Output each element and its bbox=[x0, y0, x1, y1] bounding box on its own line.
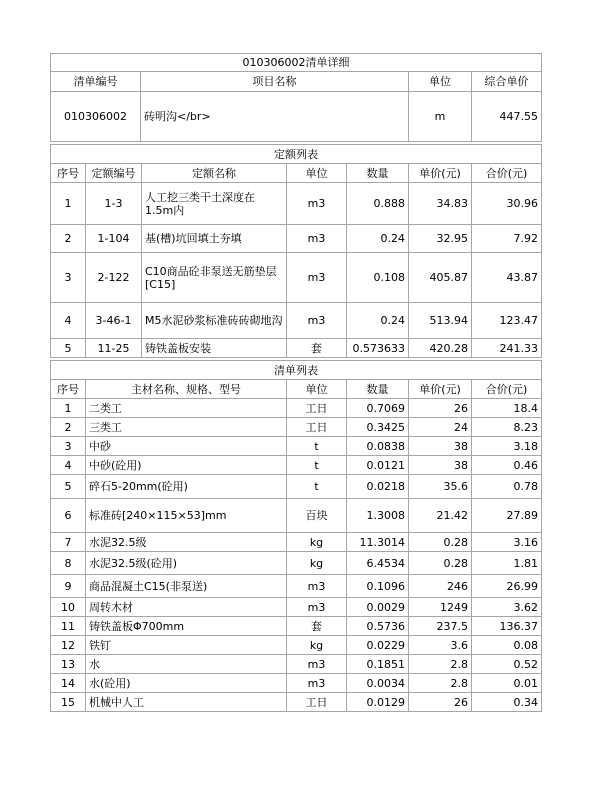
materials-cell-seq: 2 bbox=[51, 418, 86, 437]
table-row bbox=[51, 598, 542, 617]
quota-cell-code: 1-104 bbox=[86, 225, 142, 253]
materials-cell-total: 1.81 bbox=[472, 552, 542, 575]
materials-cell-total: 8.23 bbox=[472, 418, 542, 437]
quota-cell-total: 43.87 bbox=[472, 253, 542, 303]
materials-cell-seq: 10 bbox=[51, 598, 86, 617]
materials-cell-unit-price: 237.5 bbox=[409, 617, 472, 636]
quota-cell-qty: 0.24 bbox=[347, 225, 409, 253]
quota-cell-seq: 5 bbox=[51, 339, 86, 358]
materials-header-qty: 数量 bbox=[347, 380, 409, 399]
item-name: 砖明沟</br> bbox=[141, 92, 409, 142]
materials-cell-qty: 11.3014 bbox=[347, 533, 409, 552]
quota-cell-seq: 3 bbox=[51, 253, 86, 303]
materials-cell-total: 0.46 bbox=[472, 456, 542, 475]
materials-cell-total: 0.08 bbox=[472, 636, 542, 655]
materials-cell-unit-price: 2.8 bbox=[409, 655, 472, 674]
materials-cell-name: 铁钉 bbox=[86, 636, 287, 655]
materials-cell-seq: 6 bbox=[51, 499, 86, 533]
materials-cell-unit: kg bbox=[287, 533, 347, 552]
quota-cell-name: 铸铁盖板安装 bbox=[142, 339, 287, 358]
materials-cell-name: 机械中人工 bbox=[86, 693, 287, 712]
materials-cell-total: 3.16 bbox=[472, 533, 542, 552]
materials-cell-total: 0.34 bbox=[472, 693, 542, 712]
materials-cell-name: 二类工 bbox=[86, 399, 287, 418]
materials-cell-qty: 0.0029 bbox=[347, 598, 409, 617]
materials-cell-qty: 0.1096 bbox=[347, 575, 409, 598]
materials-header-seq: 序号 bbox=[51, 380, 86, 399]
table-row bbox=[51, 533, 542, 552]
table-row bbox=[51, 339, 542, 358]
materials-cell-unit-price: 38 bbox=[409, 456, 472, 475]
quota-header-unit-price: 单价(元) bbox=[409, 164, 472, 183]
quota-cell-unit-price: 420.28 bbox=[409, 339, 472, 358]
header-unit: 单位 bbox=[409, 72, 472, 92]
materials-cell-unit: t bbox=[287, 475, 347, 499]
materials-cell-qty: 0.7069 bbox=[347, 399, 409, 418]
materials-cell-name: 铸铁盖板Φ700mm bbox=[86, 617, 287, 636]
materials-cell-unit-price: 26 bbox=[409, 399, 472, 418]
materials-cell-qty: 0.0034 bbox=[347, 674, 409, 693]
materials-cell-unit: kg bbox=[287, 552, 347, 575]
item-code: 010306002 bbox=[51, 92, 141, 142]
materials-section-title: 清单列表 bbox=[51, 361, 542, 380]
quota-cell-total: 30.96 bbox=[472, 183, 542, 225]
header-price: 综合单价 bbox=[472, 72, 542, 92]
materials-cell-unit-price: 35.6 bbox=[409, 475, 472, 499]
materials-cell-unit: t bbox=[287, 456, 347, 475]
table-row bbox=[51, 693, 542, 712]
materials-cell-qty: 0.0129 bbox=[347, 693, 409, 712]
materials-header-unit: 单位 bbox=[287, 380, 347, 399]
materials-cell-unit: m3 bbox=[287, 655, 347, 674]
table-row bbox=[51, 499, 542, 533]
materials-cell-qty: 0.5736 bbox=[347, 617, 409, 636]
materials-cell-total: 0.01 bbox=[472, 674, 542, 693]
materials-cell-seq: 9 bbox=[51, 575, 86, 598]
quota-cell-unit: m3 bbox=[287, 303, 347, 339]
materials-cell-seq: 13 bbox=[51, 655, 86, 674]
materials-cell-unit-price: 246 bbox=[409, 575, 472, 598]
materials-cell-unit-price: 26 bbox=[409, 693, 472, 712]
table-row bbox=[51, 575, 542, 598]
materials-cell-name: 商品混凝土C15(非泵送) bbox=[86, 575, 287, 598]
materials-cell-seq: 7 bbox=[51, 533, 86, 552]
table-row bbox=[51, 617, 542, 636]
materials-cell-name: 中砂 bbox=[86, 437, 287, 456]
materials-cell-total: 0.78 bbox=[472, 475, 542, 499]
materials-cell-unit: kg bbox=[287, 636, 347, 655]
quota-cell-unit: m3 bbox=[287, 253, 347, 303]
materials-cell-name: 水 bbox=[86, 655, 287, 674]
table-row bbox=[51, 225, 542, 253]
quota-cell-qty: 0.24 bbox=[347, 303, 409, 339]
quota-cell-code: 2-122 bbox=[86, 253, 142, 303]
materials-cell-unit: 工日 bbox=[287, 693, 347, 712]
materials-cell-unit-price: 21.42 bbox=[409, 499, 472, 533]
quota-header-unit: 单位 bbox=[287, 164, 347, 183]
materials-cell-unit: t bbox=[287, 437, 347, 456]
materials-cell-unit-price: 0.28 bbox=[409, 533, 472, 552]
materials-cell-qty: 0.0121 bbox=[347, 456, 409, 475]
materials-cell-seq: 15 bbox=[51, 693, 86, 712]
materials-cell-seq: 8 bbox=[51, 552, 86, 575]
materials-cell-name: 中砂(砼用) bbox=[86, 456, 287, 475]
item-unit: m bbox=[409, 92, 472, 142]
quota-header-seq: 序号 bbox=[51, 164, 86, 183]
quota-cell-unit-price: 34.83 bbox=[409, 183, 472, 225]
quota-cell-unit: m3 bbox=[287, 225, 347, 253]
materials-cell-unit: m3 bbox=[287, 674, 347, 693]
materials-cell-name: 水(砼用) bbox=[86, 674, 287, 693]
quota-cell-total: 123.47 bbox=[472, 303, 542, 339]
materials-cell-unit-price: 38 bbox=[409, 437, 472, 456]
materials-cell-qty: 0.0838 bbox=[347, 437, 409, 456]
quota-cell-code: 1-3 bbox=[86, 183, 142, 225]
table-row bbox=[51, 183, 542, 225]
header-code: 清单编号 bbox=[51, 72, 141, 92]
materials-cell-total: 136.37 bbox=[472, 617, 542, 636]
quota-cell-qty: 0.108 bbox=[347, 253, 409, 303]
materials-header-name: 主材名称、规格、型号 bbox=[86, 380, 287, 399]
quota-cell-seq: 1 bbox=[51, 183, 86, 225]
materials-cell-unit: 工日 bbox=[287, 418, 347, 437]
materials-cell-total: 3.18 bbox=[472, 437, 542, 456]
materials-cell-seq: 1 bbox=[51, 399, 86, 418]
quota-cell-unit: m3 bbox=[287, 183, 347, 225]
quota-table bbox=[50, 144, 542, 358]
page-title: 010306002清单详细 bbox=[51, 54, 542, 72]
table-row bbox=[51, 418, 542, 437]
materials-cell-name: 水泥32.5级 bbox=[86, 533, 287, 552]
table-row bbox=[51, 437, 542, 456]
quota-header-code: 定额编号 bbox=[86, 164, 142, 183]
materials-header-unit-price: 单价(元) bbox=[409, 380, 472, 399]
quota-cell-code: 3-46-1 bbox=[86, 303, 142, 339]
quota-cell-name: C10商品砼非泵送无筋垫层[C15] bbox=[142, 253, 287, 303]
materials-cell-seq: 4 bbox=[51, 456, 86, 475]
quota-cell-name: 人工挖三类干土深度在1.5m内 bbox=[142, 183, 287, 225]
materials-cell-unit-price: 1249 bbox=[409, 598, 472, 617]
materials-cell-qty: 1.3008 bbox=[347, 499, 409, 533]
materials-cell-unit: m3 bbox=[287, 575, 347, 598]
table-row bbox=[51, 303, 542, 339]
table-row bbox=[51, 636, 542, 655]
materials-cell-total: 0.52 bbox=[472, 655, 542, 674]
materials-cell-qty: 0.0218 bbox=[347, 475, 409, 499]
quota-section-title: 定额列表 bbox=[51, 145, 542, 164]
table-row bbox=[51, 552, 542, 575]
materials-cell-unit-price: 24 bbox=[409, 418, 472, 437]
materials-cell-unit-price: 3.6 bbox=[409, 636, 472, 655]
materials-cell-unit-price: 2.8 bbox=[409, 674, 472, 693]
materials-cell-total: 3.62 bbox=[472, 598, 542, 617]
materials-cell-qty: 6.4534 bbox=[347, 552, 409, 575]
quota-cell-seq: 2 bbox=[51, 225, 86, 253]
table-row bbox=[51, 456, 542, 475]
materials-cell-total: 18.4 bbox=[472, 399, 542, 418]
quota-header-qty: 数量 bbox=[347, 164, 409, 183]
quota-cell-unit-price: 513.94 bbox=[409, 303, 472, 339]
materials-cell-seq: 14 bbox=[51, 674, 86, 693]
materials-table bbox=[50, 360, 542, 712]
table-row bbox=[51, 399, 542, 418]
materials-cell-name: 标准砖[240×115×53]mm bbox=[86, 499, 287, 533]
materials-cell-name: 水泥32.5级(砼用) bbox=[86, 552, 287, 575]
table-row bbox=[51, 253, 542, 303]
item-price: 447.55 bbox=[472, 92, 542, 142]
materials-cell-unit-price: 0.28 bbox=[409, 552, 472, 575]
materials-cell-seq: 3 bbox=[51, 437, 86, 456]
quota-header-name: 定额名称 bbox=[142, 164, 287, 183]
header-name: 项目名称 bbox=[141, 72, 409, 92]
quota-cell-qty: 0.573633 bbox=[347, 339, 409, 358]
materials-cell-total: 26.99 bbox=[472, 575, 542, 598]
materials-cell-qty: 0.3425 bbox=[347, 418, 409, 437]
summary-table bbox=[50, 53, 542, 142]
materials-cell-name: 碎石5-20mm(砼用) bbox=[86, 475, 287, 499]
materials-cell-unit: 套 bbox=[287, 617, 347, 636]
table-row bbox=[51, 655, 542, 674]
materials-cell-qty: 0.0229 bbox=[347, 636, 409, 655]
materials-cell-name: 三类工 bbox=[86, 418, 287, 437]
materials-cell-qty: 0.1851 bbox=[347, 655, 409, 674]
quota-cell-qty: 0.888 bbox=[347, 183, 409, 225]
quota-cell-name: M5水泥砂浆标准砖砖砌地沟 bbox=[142, 303, 287, 339]
quota-header-total: 合价(元) bbox=[472, 164, 542, 183]
quota-cell-unit-price: 405.87 bbox=[409, 253, 472, 303]
materials-cell-unit: 百块 bbox=[287, 499, 347, 533]
quota-cell-seq: 4 bbox=[51, 303, 86, 339]
materials-cell-seq: 11 bbox=[51, 617, 86, 636]
materials-cell-total: 27.89 bbox=[472, 499, 542, 533]
quota-cell-code: 11-25 bbox=[86, 339, 142, 358]
quota-cell-unit-price: 32.95 bbox=[409, 225, 472, 253]
quota-cell-unit: 套 bbox=[287, 339, 347, 358]
table-row bbox=[51, 475, 542, 499]
table-row bbox=[51, 674, 542, 693]
materials-cell-seq: 12 bbox=[51, 636, 86, 655]
materials-cell-seq: 5 bbox=[51, 475, 86, 499]
materials-cell-unit: 工日 bbox=[287, 399, 347, 418]
materials-cell-unit: m3 bbox=[287, 598, 347, 617]
quota-cell-name: 基(槽)坑回填土夯填 bbox=[142, 225, 287, 253]
quota-cell-total: 241.33 bbox=[472, 339, 542, 358]
materials-cell-name: 周转木材 bbox=[86, 598, 287, 617]
materials-header-total: 合价(元) bbox=[472, 380, 542, 399]
quota-cell-total: 7.92 bbox=[472, 225, 542, 253]
